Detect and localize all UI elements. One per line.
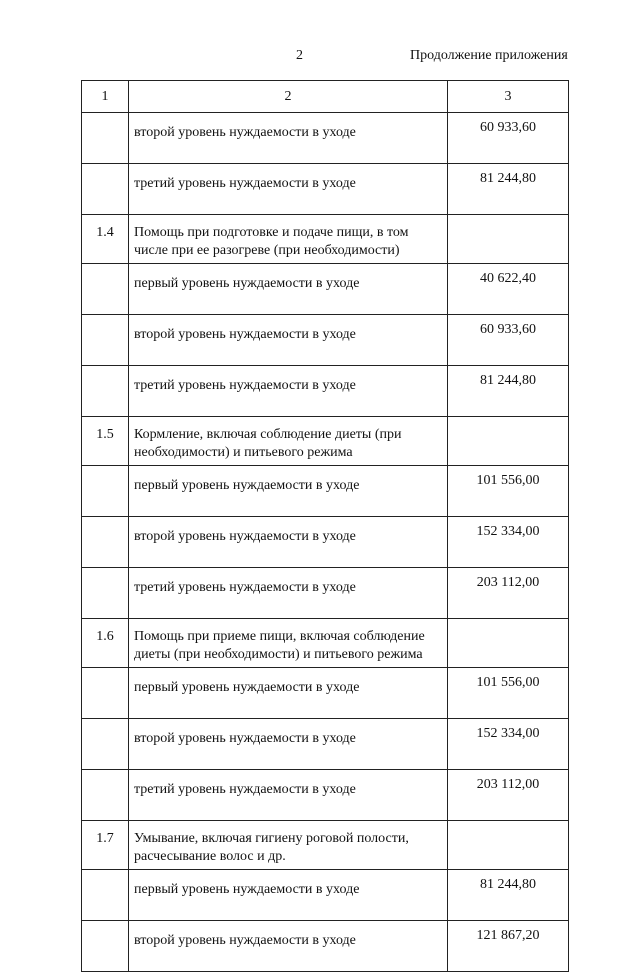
row-amount: 81 244,80: [448, 366, 569, 417]
row-amount: 81 244,80: [448, 164, 569, 215]
table-row: [82, 770, 569, 821]
row-amount: [448, 417, 569, 466]
row-amount: [448, 215, 569, 264]
row-service-name: первый уровень нуждаемости в уходе: [129, 264, 448, 315]
services-table: [81, 80, 569, 972]
row-service-name: первый уровень нуждаемости в уходе: [129, 466, 448, 517]
table-row: [82, 366, 569, 417]
row-number: [82, 264, 129, 315]
row-service-name: первый уровень нуждаемости в уходе: [129, 870, 448, 921]
row-number: [82, 466, 129, 517]
row-service-name: второй уровень нуждаемости в уходе: [129, 921, 448, 972]
table-row: [82, 517, 569, 568]
table-row: [82, 113, 569, 164]
row-number: [82, 568, 129, 619]
page-number: 2: [296, 48, 303, 63]
table-row: [82, 921, 569, 972]
row-number: [82, 668, 129, 719]
row-service-name: второй уровень нуждаемости в уходе: [129, 719, 448, 770]
row-amount: 101 556,00: [448, 466, 569, 517]
row-amount: [448, 619, 569, 668]
row-amount: 60 933,60: [448, 315, 569, 366]
table-header-row: [82, 81, 569, 113]
table-row: [82, 264, 569, 315]
row-amount: 40 622,40: [448, 264, 569, 315]
row-service-name: третий уровень нуждаемости в уходе: [129, 164, 448, 215]
row-service-name: первый уровень нуждаемости в уходе: [129, 668, 448, 719]
row-amount: 60 933,60: [448, 113, 569, 164]
row-amount: 152 334,00: [448, 719, 569, 770]
row-service-name: второй уровень нуждаемости в уходе: [129, 315, 448, 366]
row-number: [82, 921, 129, 972]
table-body: [82, 81, 569, 972]
page-header-note: Продолжение приложения: [410, 48, 568, 63]
table-row: [82, 164, 569, 215]
row-number: 1.5: [82, 417, 129, 466]
row-number: [82, 366, 129, 417]
row-service-name: Кормление, включая соблюдение диеты (при необходимости) и питьевого режима: [129, 417, 448, 466]
row-number: [82, 517, 129, 568]
row-amount: 203 112,00: [448, 568, 569, 619]
row-service-name: второй уровень нуждаемости в уходе: [129, 113, 448, 164]
table-row: [82, 870, 569, 921]
row-amount: 152 334,00: [448, 517, 569, 568]
row-service-name: второй уровень нуждаемости в уходе: [129, 517, 448, 568]
row-number: [82, 870, 129, 921]
row-number: 1.7: [82, 821, 129, 870]
row-service-name: третий уровень нуждаемости в уходе: [129, 366, 448, 417]
table-row: [82, 568, 569, 619]
table-row: [82, 417, 569, 466]
table-row: [82, 215, 569, 264]
column-header-sum: 3: [448, 81, 569, 113]
row-service-name: третий уровень нуждаемости в уходе: [129, 568, 448, 619]
table-row: [82, 315, 569, 366]
table-row: [82, 821, 569, 870]
row-number: 1.4: [82, 215, 129, 264]
row-service-name: Умывание, включая гигиену роговой полости, расчесывание волос и др.: [129, 821, 448, 870]
table-row: [82, 466, 569, 517]
row-amount: 101 556,00: [448, 668, 569, 719]
row-service-name: третий уровень нуждаемости в уходе: [129, 770, 448, 821]
column-header-name: 2: [129, 81, 448, 113]
row-amount: [448, 821, 569, 870]
row-number: [82, 719, 129, 770]
row-number: [82, 770, 129, 821]
table-row: [82, 719, 569, 770]
row-service-name: Помощь при подготовке и подаче пищи, в том числе при ее разогреве (при необходимости): [129, 215, 448, 264]
row-amount: 121 867,20: [448, 921, 569, 972]
column-header-number: 1: [82, 81, 129, 113]
row-number: [82, 113, 129, 164]
table-row: [82, 668, 569, 719]
row-number: [82, 164, 129, 215]
row-number: [82, 315, 129, 366]
table-row: [82, 619, 569, 668]
row-amount: 81 244,80: [448, 870, 569, 921]
row-service-name: Помощь при приеме пищи, включая соблюдение диеты (при необходимости) и питьевого режима: [129, 619, 448, 668]
row-number: 1.6: [82, 619, 129, 668]
row-amount: 203 112,00: [448, 770, 569, 821]
